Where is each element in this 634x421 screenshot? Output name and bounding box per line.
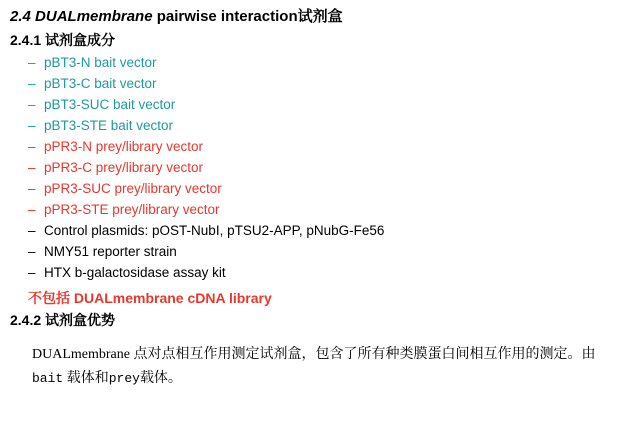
list-item — [28, 157, 624, 178]
list-item-label: pPR3-SUC prey/library vector — [44, 180, 222, 196]
list-item-label: NMY51 reporter strain — [44, 243, 177, 259]
bullet-dash: – — [28, 138, 36, 154]
bullet-dash: – — [28, 54, 36, 70]
bullet-dash: – — [28, 159, 36, 175]
list-item-label: HTX b-galactosidase assay kit — [44, 264, 226, 280]
bullet-dash: – — [28, 201, 36, 217]
section-name-cn: 试剂盒 — [297, 8, 343, 25]
list-item-label: pPR3-C prey/library vector — [44, 159, 204, 175]
list-item — [28, 52, 624, 73]
bullet-dash: – — [28, 222, 36, 238]
list-item-label: pBT3-STE bait vector — [44, 117, 174, 133]
list-item — [28, 241, 624, 262]
paragraph-part-6: prey — [108, 370, 140, 386]
list-item — [28, 94, 624, 115]
paragraph-part-2: 点对点相互作用测定试剂盒，包含了所有种类膜蛋白间相互作用的测定 — [129, 346, 568, 362]
list-item-label: pPR3-N prey/library vector — [44, 138, 204, 154]
list-item — [28, 262, 624, 283]
subsection-title-1: 试剂盒成分 — [45, 32, 116, 48]
bullet-dash: – — [28, 180, 36, 196]
list-item — [28, 115, 624, 136]
list-item-label: pPR3-STE prey/library vector — [44, 201, 220, 217]
list-item-label: pBT3-C bait vector — [44, 75, 157, 91]
bullet-dash: – — [28, 264, 36, 280]
paragraph-part-4: bait — [32, 370, 64, 386]
subsection-heading-1 — [10, 32, 624, 49]
paragraph-part-3: 。由 — [567, 346, 596, 362]
list-item-label: Control plasmids: pOST-NubI, pTSU2-APP, pNubG-Fe56 — [44, 222, 385, 238]
subsection-heading-2 — [10, 312, 624, 329]
bullet-dash: – — [28, 75, 36, 91]
list-item — [28, 220, 624, 241]
paragraph-part-7: 载体。 — [139, 370, 182, 386]
list-item — [28, 178, 624, 199]
section-number: 2.4 — [10, 8, 31, 25]
list-item — [28, 73, 624, 94]
paragraph-part-1: DUALmembrane — [32, 346, 130, 362]
section-name-italic: DUALmembrane — [35, 8, 153, 25]
section-heading — [10, 8, 624, 26]
section-name-rest: pairwise interaction — [156, 8, 298, 25]
subsection-number-2: 2.4.2 — [10, 311, 42, 328]
list-item — [28, 199, 624, 220]
bullet-dash: – — [28, 96, 36, 112]
body-paragraph — [32, 343, 624, 391]
exclusion-note: 不包括 DUALmembrane cDNA library — [28, 289, 272, 306]
list-item-label: pBT3-N bait vector — [44, 54, 157, 70]
bullet-dash: – — [28, 243, 36, 259]
components-list — [10, 52, 624, 283]
list-item-label: pBT3-SUC bait vector — [44, 96, 176, 112]
paragraph-part-5: 载体和 — [63, 370, 109, 386]
bullet-dash: – — [28, 117, 36, 133]
subsection-number-1: 2.4.1 — [10, 32, 42, 48]
list-item — [28, 136, 624, 157]
subsection-title-2: 试剂盒优势 — [45, 311, 116, 328]
